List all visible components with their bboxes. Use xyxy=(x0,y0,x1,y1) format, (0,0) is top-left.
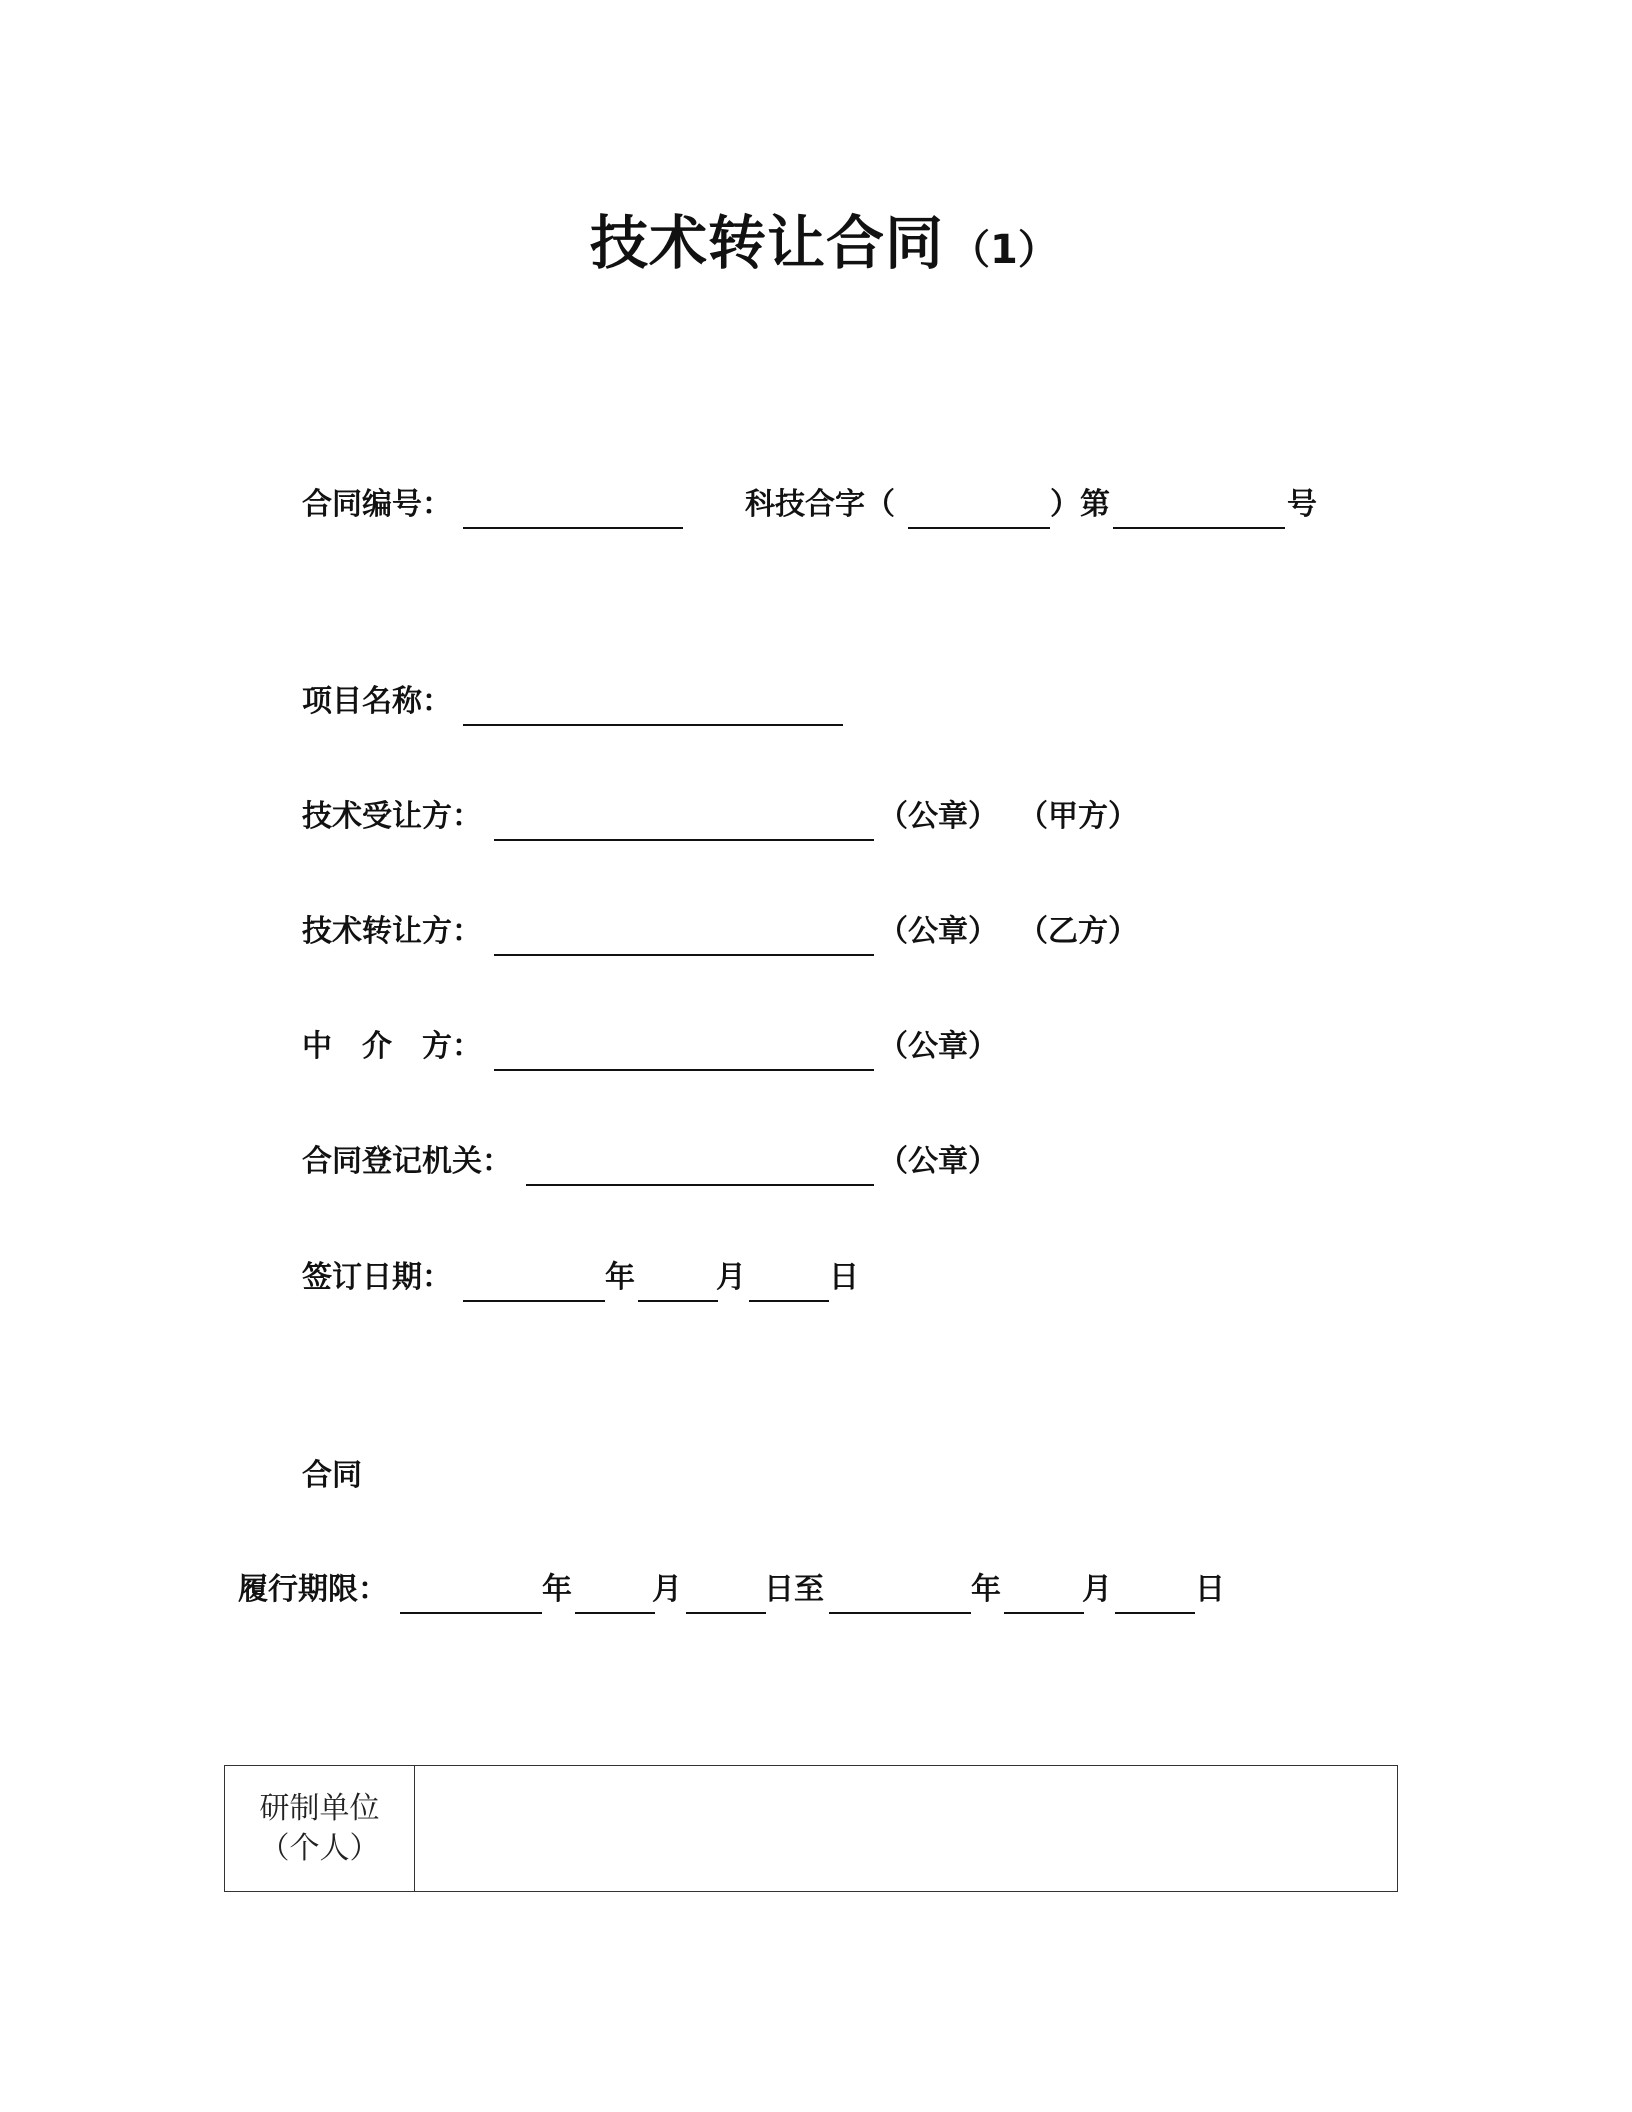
signing-day-field[interactable] xyxy=(749,1300,829,1302)
developer-label-cell xyxy=(225,1766,415,1891)
signing-year-unit: 年 xyxy=(605,1260,635,1295)
developer-label-line2: （个人） xyxy=(259,1830,380,1866)
end-day-unit: 日 xyxy=(1195,1572,1225,1607)
title-main: 技术转让合同 xyxy=(590,209,945,277)
performance-heading: 合同 xyxy=(302,1458,362,1493)
contract-year-field[interactable] xyxy=(908,527,1050,529)
transferee-seal: （公章） xyxy=(878,799,998,834)
start-month-field[interactable] xyxy=(575,1612,655,1614)
transferor-party: （乙方） xyxy=(1018,914,1138,949)
transferor-seal: （公章） xyxy=(878,914,998,949)
signing-month-unit: 月 xyxy=(716,1260,746,1295)
performance-label: 履行期限： xyxy=(238,1572,388,1607)
start-year-field[interactable] xyxy=(400,1612,542,1614)
contract-number-field[interactable] xyxy=(463,527,683,529)
end-month-unit: 月 xyxy=(1082,1572,1112,1607)
signing-year-field[interactable] xyxy=(463,1300,605,1302)
end-year-unit: 年 xyxy=(971,1572,1001,1607)
contract-number-label: 合同编号： xyxy=(302,487,452,522)
contract-number-mid: ）第 xyxy=(1050,487,1110,522)
project-name-label: 项目名称： xyxy=(302,684,452,719)
developer-value-cell[interactable] xyxy=(415,1766,1397,1891)
start-month-unit: 月 xyxy=(652,1572,682,1607)
signing-month-field[interactable] xyxy=(638,1300,718,1302)
end-day-field[interactable] xyxy=(1115,1612,1195,1614)
intermediary-seal: （公章） xyxy=(878,1029,998,1064)
developer-label-line1: 研制单位 xyxy=(259,1790,380,1826)
registration-seal: （公章） xyxy=(878,1144,998,1179)
contract-number-suffix: 号 xyxy=(1287,487,1317,522)
start-day-field[interactable] xyxy=(686,1612,766,1614)
end-year-field[interactable] xyxy=(829,1612,971,1614)
transferee-field[interactable] xyxy=(494,839,874,841)
signing-day-unit: 日 xyxy=(829,1260,859,1295)
project-name-field[interactable] xyxy=(463,724,843,726)
registration-label: 合同登记机关： xyxy=(302,1144,512,1179)
end-month-field[interactable] xyxy=(1004,1612,1084,1614)
transferor-label: 技术转让方： xyxy=(302,914,482,949)
transferee-label: 技术受让方： xyxy=(302,799,482,834)
developer-table xyxy=(224,1765,1398,1892)
transferee-party: （甲方） xyxy=(1018,799,1138,834)
title-suffix: （1） xyxy=(950,227,1058,273)
start-day-to: 日至 xyxy=(764,1572,824,1607)
transferor-field[interactable] xyxy=(494,954,874,956)
intermediary-field[interactable] xyxy=(494,1069,874,1071)
registration-field[interactable] xyxy=(526,1184,874,1186)
contract-serial-field[interactable] xyxy=(1113,527,1285,529)
start-year-unit: 年 xyxy=(542,1572,572,1607)
contract-number-prefix: 科技合字（ xyxy=(745,487,895,522)
intermediary-label: 中 介 方： xyxy=(302,1029,482,1064)
document-title xyxy=(590,196,1058,280)
signing-date-label: 签订日期： xyxy=(302,1260,452,1295)
